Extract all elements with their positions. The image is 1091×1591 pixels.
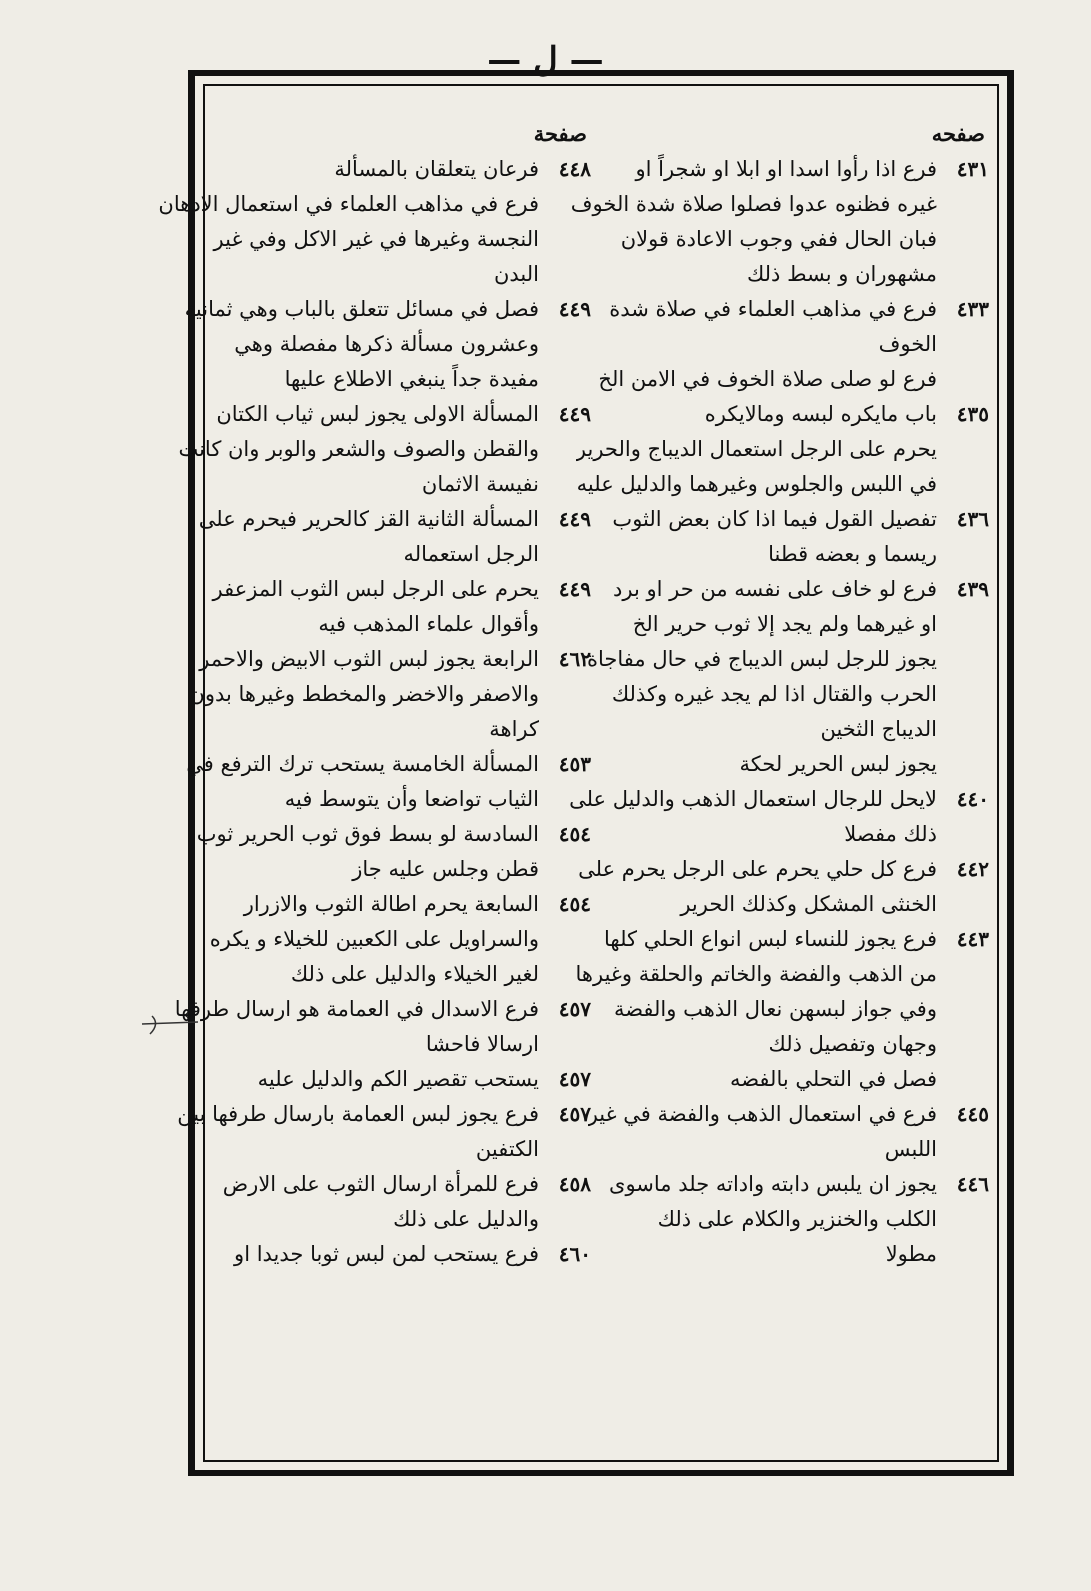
- entry-line: من الذهب والفضة والخاتم والحلقة وغيرها: [575, 962, 937, 986]
- entry-line: يجوز للرجل لبس الديباج في حال مفاجاة: [587, 647, 937, 671]
- entry-line: وفي جواز لبسهن نعال الذهب والفضة: [613, 997, 937, 1021]
- index-entry: [601, 502, 989, 572]
- index-columns: [158, 116, 989, 1460]
- entry-line: في اللبس والجلوس وغيرهما والدليل عليه: [576, 472, 937, 496]
- index-entry: [177, 1097, 591, 1167]
- entry-text: [601, 292, 937, 362]
- entry-text: [185, 292, 539, 397]
- entry-line: وأقوال علماء المذهب فيه: [318, 612, 539, 636]
- entry-page-number: ٤٥٤: [558, 822, 591, 846]
- entry-page-number: ٤٣١: [956, 157, 989, 181]
- entry-text: [576, 922, 937, 1062]
- entry-page-number: ٤٤٥: [956, 1102, 989, 1126]
- entry-line: الديباج الثخين: [820, 717, 937, 741]
- entry-text: [598, 362, 937, 397]
- entry-text: [203, 1167, 539, 1237]
- entry-line: النجسة وغيرها في غير الاكل وفي غير: [213, 227, 539, 251]
- entry-text: [576, 432, 937, 502]
- entry-page-number: [937, 432, 989, 502]
- index-entry: [203, 887, 591, 992]
- index-entry: [601, 747, 989, 782]
- entry-line: يستحب تقصير الكم والدليل عليه: [257, 1067, 539, 1091]
- entry-line: يحرم على الرجل استعمال الديباج والحرير: [575, 437, 937, 461]
- entry-text: [197, 817, 539, 887]
- entry-page-number: [937, 362, 989, 397]
- entry-text: [158, 187, 539, 292]
- entry-text: [203, 152, 539, 187]
- entry-text: [588, 1097, 937, 1167]
- entry-line: الخنثى المشكل وكذلك الحرير: [680, 892, 937, 916]
- entry-line: قطن وجلس عليه جاز: [352, 857, 539, 881]
- entry-line: فرع للمرأة ارسال الثوب على الارض: [222, 1172, 539, 1196]
- entry-line: السادسة لو بسط فوق ثوب الحرير ثوب: [196, 822, 539, 846]
- entry-page-number: [937, 642, 989, 747]
- entry-line: فرعان يتعلقان بالمسألة: [334, 157, 539, 181]
- entry-line: الرابعة يجوز لبس الثوب الابيض والاحمر: [199, 647, 539, 671]
- entry-line: والاصفر والاخضر والمخطط وغيرها بدون: [189, 682, 539, 706]
- entry-text: [175, 992, 539, 1062]
- entry-text: [601, 502, 937, 572]
- entry-page-number: ٤٣٥: [956, 402, 989, 426]
- entry-line: ذلك مفصلا: [844, 822, 937, 846]
- index-entry: [601, 1062, 989, 1097]
- index-entry: [158, 187, 591, 292]
- entry-line: البدن: [493, 262, 539, 286]
- entry-line: فرع في مذاهب العلماء في استعمال الادهان: [158, 192, 539, 216]
- page-number: — ل —: [487, 40, 604, 80]
- entry-line: فرع لو صلى صلاة الخوف في الامن الخ: [598, 367, 937, 391]
- entry-page-number: ٤٣٦: [956, 507, 989, 531]
- index-entry: [578, 852, 989, 922]
- index-entry: [174, 992, 591, 1062]
- index-entry: [186, 747, 591, 817]
- entry-page-number: ٤٥٧: [558, 997, 591, 1021]
- entry-line: نفيسة الاثمان: [421, 472, 539, 496]
- index-entry: [601, 1167, 989, 1272]
- entry-line: الثياب تواضعا وأن يتوسط فيه: [284, 787, 539, 811]
- index-entry: [601, 397, 989, 432]
- index-entry: [184, 292, 591, 397]
- index-entry: [575, 922, 989, 1062]
- index-entry: [587, 642, 989, 747]
- entry-text: [587, 642, 937, 747]
- entry-line: وجهان وتفصيل ذلك: [768, 1032, 937, 1056]
- index-entry: [203, 1237, 591, 1272]
- entry-page-number: ٤٥٤: [558, 892, 591, 916]
- entry-line: والدليل على ذلك: [393, 1207, 539, 1231]
- entry-page-number: ٤٦٠: [558, 1242, 591, 1266]
- page-frame: [158, 70, 1014, 1476]
- index-entry: [575, 432, 989, 502]
- entry-text: [601, 397, 937, 432]
- index-entry: [198, 502, 591, 572]
- index-entry: [178, 397, 591, 502]
- entry-text: [601, 747, 937, 782]
- entry-text: [601, 1062, 937, 1097]
- entry-line: لايحل للرجال استعمال الذهب والدليل على: [569, 787, 937, 811]
- entry-line: فرع في مذاهب العلماء في صلاة شدة: [609, 297, 937, 321]
- entry-line: فرع لو خاف على نفسه من حر او برد: [613, 577, 937, 601]
- index-entry: [203, 572, 591, 642]
- entry-line: لغير الخيلاء والدليل على ذلك: [290, 962, 539, 986]
- entry-page-number: ٤٥٧: [558, 1067, 591, 1091]
- entry-text: [601, 572, 937, 642]
- entry-line: فرع يجوز للنساء لبس انواع الحلي كلها: [604, 927, 937, 951]
- entry-line: يجوز لبس الحرير لحكة: [739, 752, 937, 776]
- entry-line: المسألة الثانية القز كالحرير فيحرم على: [198, 507, 539, 531]
- entry-text: [571, 152, 937, 292]
- index-entry: [189, 642, 591, 747]
- entry-line: غيره فظنوه عدوا فصلوا صلاة شدة الخوف: [570, 192, 937, 216]
- entry-line: ريسما و بعضه قطنا: [768, 542, 937, 566]
- entry-line: فرع يستحب لمن لبس ثوبا جديدا او: [234, 1242, 539, 1266]
- entry-page-number: ٤٣٩: [956, 577, 989, 601]
- entry-line: والسراويل على الكعبين للخيلاء و يكره: [209, 927, 539, 951]
- entry-text: [203, 1237, 539, 1272]
- entry-line: فرع كل حلي يحرم على الرجل يحرم على: [578, 857, 937, 881]
- entry-line: فرع الاسدال في العمامة هو ارسال طرفها: [174, 997, 539, 1021]
- entry-text: [189, 642, 539, 747]
- margin-pencil-mark: [140, 1010, 200, 1040]
- index-entry: [587, 1097, 989, 1167]
- index-entry: [203, 1167, 591, 1237]
- entry-line: يجوز ان يلبس دابته واداته جلد ماسوى: [609, 1172, 937, 1196]
- entry-line: الكلب والخنزير والكلام على ذلك: [657, 1207, 937, 1231]
- entry-page-number: ٤٤٩: [558, 402, 591, 426]
- entry-line: تفصيل القول فيما اذا كان بعض الثوب: [612, 507, 937, 531]
- entry-page-number: ٤٤٨: [558, 157, 591, 181]
- left-column-entries: [158, 152, 591, 1272]
- entry-line: مفيدة جداً ينبغي الاطلاع عليها: [284, 367, 539, 391]
- entry-line: والقطن والصوف والشعر والوبر وان كانت: [178, 437, 539, 461]
- entry-page-number: ٤٥٣: [558, 752, 591, 776]
- entry-line: اللبس: [884, 1137, 937, 1161]
- entry-page-number: ٤٤٦: [956, 1172, 989, 1196]
- entry-text: [178, 397, 539, 502]
- entry-line: باب مايكره لبسه ومالايكره: [704, 402, 937, 426]
- entry-line: المسألة الخامسة يستحب ترك الترفع في: [186, 752, 539, 776]
- entry-page-number: [937, 747, 989, 782]
- entry-text: [203, 1062, 539, 1097]
- left-column-header: صفحة: [533, 121, 587, 146]
- entry-line: ارسالا فاحشا: [425, 1032, 539, 1056]
- entry-line: الخوف: [878, 332, 937, 356]
- entry-line: الحرب والقتال اذا لم يجد غيره وكذلك: [611, 682, 937, 706]
- entry-line: وعشرون مسألة ذكرها مفصلة وهي: [234, 332, 539, 356]
- entry-line: فصل في مسائل تتعلق بالباب وهي ثمانية: [184, 297, 539, 321]
- entry-line: مشهوران و بسط ذلك: [746, 262, 937, 286]
- right-column-header: صفحه: [931, 121, 985, 146]
- entry-line: مطولا: [885, 1242, 937, 1266]
- index-entry: [601, 292, 989, 362]
- entry-page-number: ٤٤٩: [558, 297, 591, 321]
- entry-page-number: ٤٤٠: [956, 787, 989, 811]
- entry-page-number: ٤٦٢: [558, 647, 591, 671]
- entry-page-number: ٤٤٢: [956, 857, 989, 881]
- entry-text: [199, 502, 539, 572]
- entry-line: فرع يجوز لبس العمامة بارسال طرفها بين: [177, 1102, 539, 1126]
- entry-line: يحرم على الرجل لبس الثوب المزعفر: [212, 577, 539, 601]
- entry-page-number: ٤٥٧: [558, 1102, 591, 1126]
- index-entry: [196, 817, 591, 887]
- entry-line: فرع اذا رأوا اسدا او ابلا او شجراً او: [635, 157, 937, 181]
- entry-page-number: ٤٤٩: [558, 507, 591, 531]
- entry-page-number: ٤٤٣: [956, 927, 989, 951]
- index-entry: [203, 152, 591, 187]
- left-column: [158, 116, 591, 1460]
- index-entry: [598, 362, 989, 397]
- entry-line: فرع في استعمال الذهب والفضة في غير: [587, 1102, 937, 1126]
- entry-text: [203, 887, 539, 992]
- entry-text: [578, 852, 937, 922]
- entry-page-number: ٤٣٣: [956, 297, 989, 321]
- entry-page-number: ٤٥٨: [558, 1172, 591, 1196]
- entry-page-number: ٤٤٩: [558, 577, 591, 601]
- entry-line: الكتفين: [475, 1137, 539, 1161]
- entry-text: [203, 572, 539, 642]
- entry-text: [601, 1167, 937, 1272]
- entry-line: فبان الحال ففي وجوب الاعادة قولان: [620, 227, 937, 251]
- entry-page-number: [937, 1062, 989, 1097]
- entry-text: [177, 1097, 539, 1167]
- index-entry: [203, 1062, 591, 1097]
- entry-line: الرجل استعماله: [403, 542, 539, 566]
- index-entry: [601, 572, 989, 642]
- entry-line: فصل في التحلي بالفضه: [729, 1067, 937, 1091]
- entry-line: السابعة يحرم اطالة الثوب والازرار: [243, 892, 539, 916]
- entry-text: [186, 747, 539, 817]
- entry-line: المسألة الاولى يجوز لبس ثياب الكتان: [216, 402, 539, 426]
- entry-line: او غيرهما ولم يجد إلا ثوب حرير الخ: [632, 612, 937, 636]
- entry-line: كراهة: [489, 717, 539, 741]
- entry-text: [569, 782, 937, 852]
